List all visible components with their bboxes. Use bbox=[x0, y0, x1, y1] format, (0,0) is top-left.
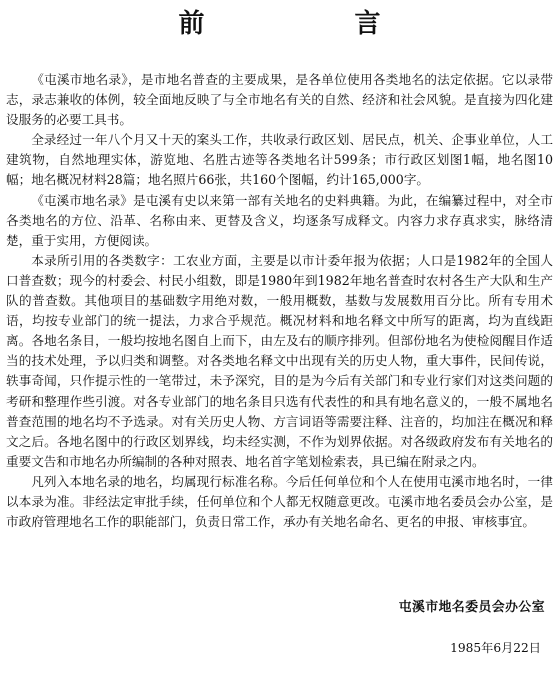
paragraph-1: 《屯溪市地名录》，是市地名普查的主要成果，是各单位使用各类地名的法定依据。它以录带志，录志兼收的体例，较全面地反映了与全市地名有关的自然、经济和社会风貌。是直接为四化建设服务的必要工具书。 bbox=[6, 72, 553, 128]
signature-organization: 屯溪市地名委员会办公室 bbox=[398, 600, 545, 615]
paragraph-2: 全录经过一年八个月又十天的案头工作，共收录行政区划、居民点，机关、企事业单位，人工建筑物，自然地理实体，游览地、名胜古迹等各类地名计599条；市行政区划图1幅，地名图10幅；地名概况材料28篇；地名照片66张，共160个图幅，约计165,000字。 bbox=[6, 132, 553, 188]
paragraph-5: 凡列入本地名录的地名，均属现行标准名称。今后任何单位和个人在使用屯溪市地名时，一律以本录为准。非经法定审批手续，任何单位和个人都无权随意更改。屯溪市地名委员会办公室，是市政府管理地名工作的职能部门，负责日常工作，承办有关地名命名、更名的申报、审核事宜。 bbox=[6, 473, 553, 530]
document-title: 前 言 bbox=[178, 9, 443, 39]
signature-date: 1985年6月22日 bbox=[450, 641, 541, 655]
paragraph-4: 本录所引用的各类数字：工农业方面，主要是以市计委年报为依据；人口是1982年的全国人口普查数；现今的村委会、村民小组数，即是1980年到1982年地名普查时农村各生产大队和生产队的普查数。其他项目的基础数字用绝对数，一般用概数，基数与发展数用百分比。所有专用术语，均按专业部门的统一提法，力求合乎规范。概况材料和地名释文中所写的距离，均为直线距离。各地名条目，一般均按地名图自上而下，由左及右的顺序排列。但部份地名为使检阅醒目作适当的技术处理，予以归类和调整。对各类地名释文中出现有关的历史人物，重大事件，民间传说，轶事奇闻，只作提示性的一笔带过，未予深究，目的是为今后有关部门和专业行家们对这类问题的考研和整理作些引渡。对各专业部门的地名条目只选有代表性的和具有地名意义的，一般不属地名普查范围的地名均不予选录。对有关历史人物、方言词语等需要注释、注音的，均加注在概况和释文之后。各地名图中的行政区划界线，均未经实测，不作为划界依据。对各级政府发布有关地名的重要文告和市地名办所编制的各种对照表、地名首字笔划检索表，具已编在附录之内。 bbox=[6, 252, 553, 469]
document-body bbox=[6, 70, 553, 532]
signature-block bbox=[399, 598, 545, 658]
paragraph-3: 《屯溪市地名录》是屯溪有史以来第一部有关地名的史料典籍。为此，在编纂过程中，对全市各类地名的方位、沿革、名称由来、更替及含义，均逐条写成释文。内容力求存真求实，脉络清楚，重于实用，方便阅读。 bbox=[6, 192, 553, 248]
